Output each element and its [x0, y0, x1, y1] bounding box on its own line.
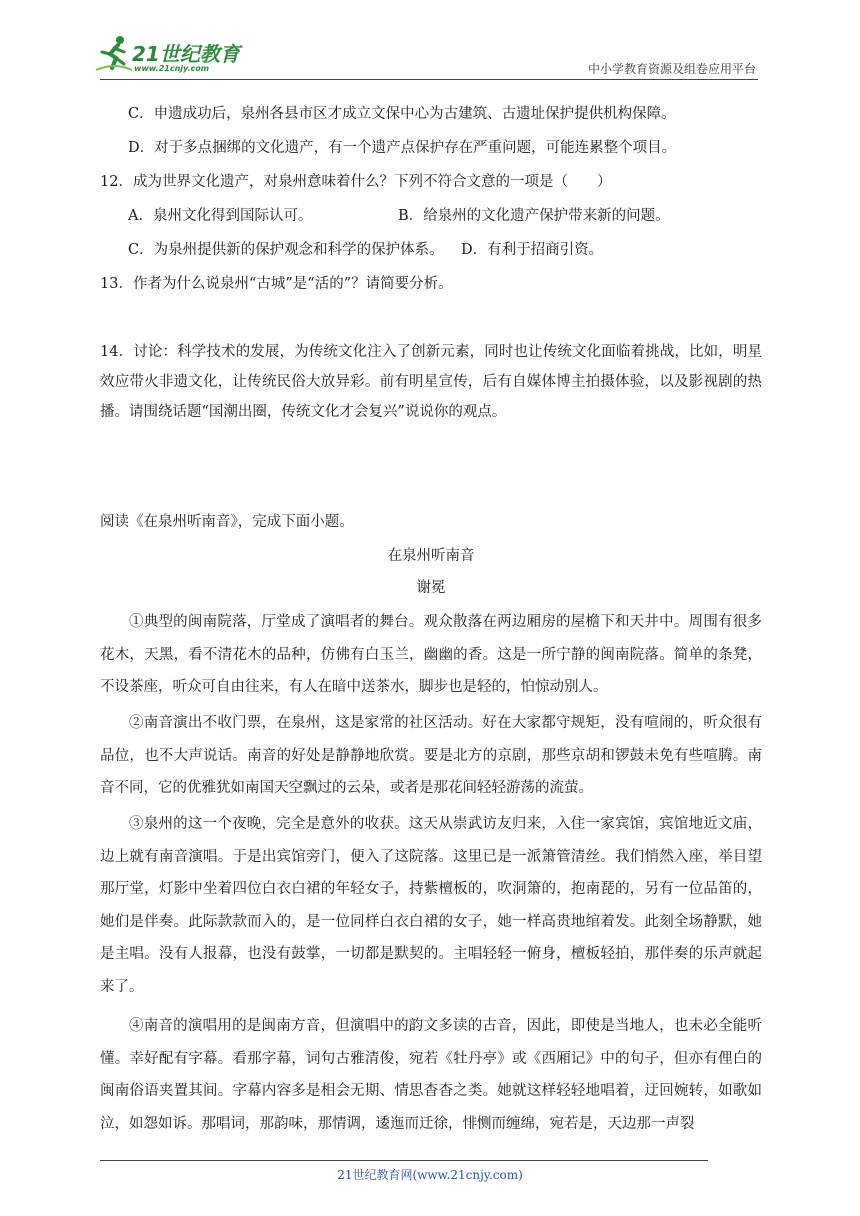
article-paragraph-4: ④南音的演唱用的是闽南方音，但演唱中的韵文多读的古音，因此，即使是当地人，也未必全能听懂。幸好配有字幕。看那字幕，词句古雅清俊，宛若《牡丹亭》或《西厢记》中的句子，但亦有俚白的闽南俗语夹置其间。字幕内容多是相会无期、情思杳杳之类。她就这样轻轻地唱着，迂回婉转，如歌如泣，如怨如诉。那唱词，那韵味，那情调，逶迤而迁徐，悱恻而缠绵，宛若是，天边那一声裂 [100, 1018, 762, 1132]
q12-option-b: B．给泉州的文化遗产保护带来新的问题。 [398, 208, 670, 224]
footer-divider [100, 1160, 708, 1161]
q12-option-c: C．为泉州提供新的保护观念和科学的保护体系。 [128, 242, 444, 258]
article-paragraph-3: ③泉州的这一个夜晚，完全是意外的收获。这天从崇武访友归来，入住一家宾馆，宾馆地近文庙，边上就有南音演唱。于是出宾馆旁门，便入了这院落。这里已是一派箫管清丝。我们悄然入座，举目望那厅堂，灯影中坐着四位白衣白裙的年轻女子，持紫檀板的，吹洞箫的，抱南琵的，另有一位品笛的，她们是伴奏。此际款款而入的，是一位同样白衣白裙的女子，她一样高贵地绾着发。此刻全场静默，她是主唱。没有人报幕，也没有鼓掌，一切都是默契的。主唱轻轻一俯身，檀板轻拍，那伴奏的乐声就起来了。 [100, 816, 762, 995]
article-title: 在泉州听南音 [387, 548, 475, 564]
platform-name: 中小学教育资源及组卷应用平台 [587, 62, 756, 76]
question-12: 12．成为世界文化遗产，对泉州意味着什么？下列不符合文意的一项是（ ） [100, 174, 612, 190]
article-paragraph-2: ②南音演出不收门票，在泉州，这是家常的社区活动。好在大家都守规矩，没有喧闹的，听众很有品位，也不大声说话。南音的好处是静静地欣赏。要是北方的京剧，那些京胡和锣鼓未免有些喧腾。南音不同，它的优雅犹如南国天空飘过的云朵，或者是那花间轻轻游荡的流萤。 [100, 715, 762, 796]
question-13: 13．作者为什么说泉州“古城”是“活的”？请简要分析。 [100, 276, 453, 292]
logo [94, 34, 264, 78]
q12-option-a: A．泉州文化得到国际认可。 [128, 208, 313, 224]
article-author: 谢冕 [416, 580, 446, 596]
runner-logo-icon [94, 34, 134, 74]
q12-options-row-1 [128, 206, 790, 226]
footer-text: 21世纪教育网(www.21cnjy.com) [337, 1168, 523, 1182]
reading-intro: 阅读《在泉州听南音》，完成下面小题。 [100, 514, 354, 530]
page-header [0, 0, 860, 80]
q11-option-d: D．对于多点捆绑的文化遗产，有一个遗产点保护存在严重问题，可能连累整个项目。 [128, 140, 677, 156]
header-divider [100, 79, 758, 80]
article-paragraph-1: ①典型的闽南院落，厅堂成了演唱者的舞台。观众散落在两边厢房的屋檐下和天井中。周围有很多花木，天黑，看不清花木的品种，仿佛有白玉兰，幽幽的香。这是一所宁静的闽南院落。简单的条凳，不设茶座，听众可自由往来，有人在暗中送茶水，脚步也是轻的，怕惊动别人。 [100, 614, 762, 695]
logo-url: www.21cnjy.com [134, 64, 210, 73]
question-14: 14．讨论：科学技术的发展，为传统文化注入了创新元素，同时也让传统文化面临着挑战，比如，明星效应带火非遗文化，让传统民俗大放异彩。前有明星宣传，后有自媒体博主拍摄体验，以及影视剧的热播。请围绕话题“国潮出圈，传统文化才会复兴”说说你的观点。 [100, 344, 762, 420]
q11-option-c: C．申遗成功后，泉州各县市区才成立文保中心为古建筑、古遗址保护提供机构保障。 [128, 106, 676, 122]
q12-options-row-2 [128, 240, 790, 260]
q12-option-d: D．有利于招商引资。 [461, 242, 604, 258]
logo-text: 21世纪教育 [132, 42, 240, 66]
